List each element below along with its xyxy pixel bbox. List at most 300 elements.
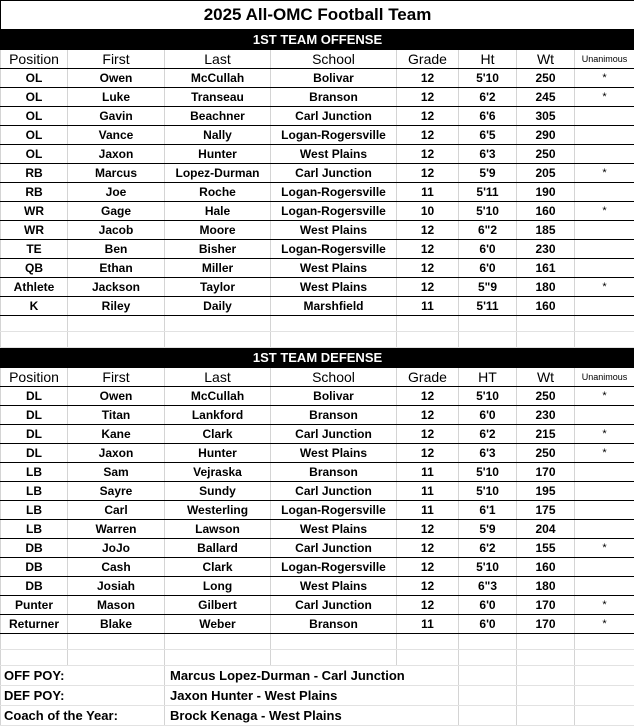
table-cell[interactable] [575, 577, 634, 596]
table-cell[interactable]: Westerling [165, 501, 271, 520]
empty-cell[interactable] [517, 666, 575, 686]
table-cell[interactable]: 170 [517, 463, 575, 482]
table-cell[interactable]: 5'9 [459, 520, 517, 539]
table-cell[interactable]: JoJo [68, 539, 165, 558]
page-title[interactable]: 2025 All-OMC Football Team [1, 1, 634, 30]
table-cell[interactable]: 11 [397, 463, 459, 482]
table-cell[interactable]: 6'0 [459, 406, 517, 425]
empty-cell[interactable] [271, 634, 397, 650]
award-value[interactable]: Marcus Lopez-Durman - Carl Junction [165, 666, 459, 686]
table-cell[interactable]: Owen [68, 387, 165, 406]
table-cell[interactable]: 11 [397, 183, 459, 202]
empty-cell[interactable] [68, 332, 165, 348]
table-cell[interactable]: 6'2 [459, 88, 517, 107]
empty-row [1, 634, 634, 650]
table-cell[interactable]: Hale [165, 202, 271, 221]
table-row [1, 406, 634, 425]
table-row [1, 240, 634, 259]
table-cell[interactable]: 180 [517, 577, 575, 596]
table-cell[interactable]: 161 [517, 259, 575, 278]
table-cell[interactable]: 11 [397, 297, 459, 316]
table-cell[interactable]: Logan-Rogersville [271, 183, 397, 202]
table-cell[interactable]: Branson [271, 88, 397, 107]
column-header[interactable]: Grade [397, 50, 459, 69]
table-cell[interactable] [575, 183, 634, 202]
table-cell[interactable]: 6'0 [459, 259, 517, 278]
empty-cell[interactable] [459, 666, 517, 686]
table-cell[interactable] [575, 297, 634, 316]
table-cell[interactable]: 12 [397, 558, 459, 577]
table-cell[interactable] [575, 520, 634, 539]
table-cell[interactable]: 305 [517, 107, 575, 126]
table-cell[interactable]: West Plains [271, 221, 397, 240]
empty-cell[interactable] [459, 706, 517, 726]
table-cell[interactable]: Clark [165, 425, 271, 444]
table-cell[interactable]: McCullah [165, 387, 271, 406]
table-cell[interactable]: Warren [68, 520, 165, 539]
empty-cell[interactable] [68, 316, 165, 332]
table-cell[interactable]: Ben [68, 240, 165, 259]
empty-cell[interactable] [517, 706, 575, 726]
defense-header-row [1, 368, 634, 387]
table-cell[interactable]: Lawson [165, 520, 271, 539]
table-cell[interactable]: OL [1, 126, 68, 145]
table-cell[interactable]: LB [1, 520, 68, 539]
table-row [1, 69, 634, 88]
table-cell[interactable]: 12 [397, 577, 459, 596]
empty-cell[interactable] [517, 332, 575, 348]
table-cell[interactable]: Bolivar [271, 387, 397, 406]
table-cell[interactable]: 12 [397, 240, 459, 259]
empty-cell[interactable] [271, 332, 397, 348]
table-cell[interactable]: 12 [397, 164, 459, 183]
table-cell[interactable]: Mason [68, 596, 165, 615]
award-label[interactable]: Coach of the Year: [1, 706, 165, 726]
table-cell[interactable]: Marshfield [271, 297, 397, 316]
empty-cell[interactable] [165, 316, 271, 332]
table-cell[interactable] [575, 406, 634, 425]
table-cell[interactable]: Carl Junction [271, 596, 397, 615]
table-cell[interactable]: 11 [397, 501, 459, 520]
table-cell[interactable]: 12 [397, 145, 459, 164]
empty-row [1, 316, 634, 332]
table-cell[interactable]: Vance [68, 126, 165, 145]
empty-cell[interactable] [1, 332, 68, 348]
table-cell[interactable]: * [575, 278, 634, 297]
empty-cell[interactable] [575, 666, 634, 686]
table-cell[interactable]: 6'5 [459, 126, 517, 145]
table-row [1, 463, 634, 482]
table-cell[interactable]: RB [1, 164, 68, 183]
table-cell[interactable]: Logan-Rogersville [271, 240, 397, 259]
table-cell[interactable]: 11 [397, 615, 459, 634]
table-row [1, 107, 634, 126]
table-cell[interactable]: Blake [68, 615, 165, 634]
defense-band-label[interactable]: 1ST TEAM DEFENSE [1, 348, 634, 368]
table-cell[interactable]: Joe [68, 183, 165, 202]
table-cell[interactable]: Carl Junction [271, 425, 397, 444]
table-cell[interactable]: 5'10 [459, 463, 517, 482]
table-cell[interactable]: 215 [517, 425, 575, 444]
table-cell[interactable]: 5'10 [459, 69, 517, 88]
table-cell[interactable]: DB [1, 539, 68, 558]
table-cell[interactable]: TE [1, 240, 68, 259]
table-cell[interactable]: DL [1, 425, 68, 444]
column-header[interactable]: First [68, 368, 165, 387]
table-cell[interactable]: Lopez-Durman [165, 164, 271, 183]
empty-cell[interactable] [517, 316, 575, 332]
column-header[interactable]: Wt [517, 50, 575, 69]
table-cell[interactable]: 204 [517, 520, 575, 539]
table-cell[interactable]: Jacob [68, 221, 165, 240]
table-cell[interactable]: 250 [517, 444, 575, 463]
table-cell[interactable]: 6'3 [459, 444, 517, 463]
table-cell[interactable]: Bolivar [271, 69, 397, 88]
empty-cell[interactable] [271, 316, 397, 332]
table-cell[interactable]: 6'2 [459, 425, 517, 444]
award-value[interactable]: Brock Kenaga - West Plains [165, 706, 459, 726]
table-row [1, 577, 634, 596]
table-cell[interactable]: Marcus [68, 164, 165, 183]
table-cell[interactable]: Logan-Rogersville [271, 501, 397, 520]
table-cell[interactable] [575, 482, 634, 501]
table-row [1, 596, 634, 615]
table-cell[interactable]: DL [1, 387, 68, 406]
table-row [1, 278, 634, 297]
table-cell[interactable]: Beachner [165, 107, 271, 126]
table-row [1, 558, 634, 577]
table-cell[interactable]: DB [1, 577, 68, 596]
table-cell[interactable]: 170 [517, 615, 575, 634]
empty-cell[interactable] [575, 686, 634, 706]
table-cell[interactable]: 6"2 [459, 221, 517, 240]
table-cell[interactable]: DB [1, 558, 68, 577]
table-cell[interactable]: 5'10 [459, 558, 517, 577]
column-header[interactable]: Unanimous [575, 50, 634, 69]
table-cell[interactable]: QB [1, 259, 68, 278]
table-cell[interactable] [575, 126, 634, 145]
table-cell[interactable]: Gavin [68, 107, 165, 126]
table-cell[interactable]: Branson [271, 615, 397, 634]
table-row [1, 615, 634, 634]
table-cell[interactable]: Vejraska [165, 463, 271, 482]
table-cell[interactable]: Sayre [68, 482, 165, 501]
table-cell[interactable]: Hunter [165, 444, 271, 463]
table-row [1, 145, 634, 164]
table-row [1, 482, 634, 501]
table-cell[interactable]: LB [1, 501, 68, 520]
table-cell[interactable]: * [575, 444, 634, 463]
empty-row [1, 332, 634, 348]
column-header[interactable]: Position [1, 50, 68, 69]
empty-cell[interactable] [575, 316, 634, 332]
table-cell[interactable] [575, 558, 634, 577]
empty-cell[interactable] [517, 686, 575, 706]
table-cell[interactable]: DL [1, 406, 68, 425]
column-header[interactable]: Ht [459, 50, 517, 69]
table-cell[interactable]: 11 [397, 482, 459, 501]
table-cell[interactable]: Owen [68, 69, 165, 88]
table-cell[interactable]: * [575, 425, 634, 444]
column-header[interactable]: Last [165, 368, 271, 387]
column-header[interactable]: Grade [397, 368, 459, 387]
column-header[interactable]: Wt [517, 368, 575, 387]
table-cell[interactable]: 290 [517, 126, 575, 145]
table-cell[interactable]: WR [1, 221, 68, 240]
table-cell[interactable]: * [575, 88, 634, 107]
table-cell[interactable]: Lankford [165, 406, 271, 425]
table-cell[interactable]: 5'10 [459, 202, 517, 221]
table-row [1, 387, 634, 406]
table-cell[interactable]: Carl Junction [271, 482, 397, 501]
table-cell[interactable] [575, 463, 634, 482]
award-value[interactable]: Jaxon Hunter - West Plains [165, 686, 459, 706]
empty-cell[interactable] [1, 316, 68, 332]
table-cell[interactable]: 12 [397, 126, 459, 145]
table-cell[interactable]: Clark [165, 558, 271, 577]
empty-cell[interactable] [575, 634, 634, 650]
table-cell[interactable]: Sam [68, 463, 165, 482]
empty-cell[interactable] [459, 316, 517, 332]
empty-cell[interactable] [397, 332, 459, 348]
empty-cell[interactable] [397, 634, 459, 650]
table-cell[interactable]: 5'11 [459, 297, 517, 316]
table-cell[interactable]: Logan-Rogersville [271, 558, 397, 577]
table-cell[interactable]: 12 [397, 259, 459, 278]
table-cell[interactable]: RB [1, 183, 68, 202]
table-cell[interactable]: Roche [165, 183, 271, 202]
empty-cell[interactable] [517, 634, 575, 650]
table-cell[interactable]: Ballard [165, 539, 271, 558]
table-cell[interactable]: Riley [68, 297, 165, 316]
empty-cell[interactable] [1, 650, 68, 666]
column-header[interactable]: Position [1, 368, 68, 387]
empty-cell[interactable] [575, 332, 634, 348]
table-cell[interactable]: 6'2 [459, 539, 517, 558]
table-cell[interactable]: Jaxon [68, 444, 165, 463]
column-header[interactable]: First [68, 50, 165, 69]
table-cell[interactable]: Jackson [68, 278, 165, 297]
empty-cell[interactable] [165, 650, 271, 666]
table-cell[interactable]: 230 [517, 406, 575, 425]
table-cell[interactable]: 185 [517, 221, 575, 240]
table-row [1, 444, 634, 463]
table-cell[interactable]: 6'0 [459, 596, 517, 615]
table-cell[interactable] [575, 107, 634, 126]
table-cell[interactable]: Jaxon [68, 145, 165, 164]
column-header[interactable]: Unanimous [575, 368, 634, 387]
table-cell[interactable]: LB [1, 482, 68, 501]
empty-cell[interactable] [271, 650, 397, 666]
table-cell[interactable]: Weber [165, 615, 271, 634]
table-cell[interactable]: 5'10 [459, 482, 517, 501]
table-cell[interactable]: Logan-Rogersville [271, 202, 397, 221]
empty-cell[interactable] [68, 634, 165, 650]
table-cell[interactable]: 5'10 [459, 387, 517, 406]
table-row [1, 259, 634, 278]
table-cell[interactable]: 180 [517, 278, 575, 297]
table-cell[interactable] [575, 145, 634, 164]
column-header[interactable]: School [271, 368, 397, 387]
table-cell[interactable]: West Plains [271, 145, 397, 164]
table-cell[interactable]: 12 [397, 520, 459, 539]
table-cell[interactable]: Taylor [165, 278, 271, 297]
table-cell[interactable] [575, 240, 634, 259]
table-cell[interactable]: Cash [68, 558, 165, 577]
table-cell[interactable]: DL [1, 444, 68, 463]
table-cell[interactable]: West Plains [271, 444, 397, 463]
table-cell[interactable]: Moore [165, 221, 271, 240]
table-cell[interactable]: West Plains [271, 520, 397, 539]
table-cell[interactable]: 6'1 [459, 501, 517, 520]
table-cell[interactable]: 12 [397, 278, 459, 297]
table-cell[interactable]: 6'6 [459, 107, 517, 126]
table-cell[interactable]: 12 [397, 88, 459, 107]
table-cell[interactable]: Miller [165, 259, 271, 278]
table-cell[interactable]: 6'3 [459, 145, 517, 164]
empty-cell[interactable] [165, 634, 271, 650]
table-cell[interactable]: Daily [165, 297, 271, 316]
table-cell[interactable]: OL [1, 107, 68, 126]
table-cell[interactable]: Kane [68, 425, 165, 444]
table-cell[interactable]: Hunter [165, 145, 271, 164]
table-cell[interactable]: 12 [397, 107, 459, 126]
table-cell[interactable]: 12 [397, 221, 459, 240]
table-cell[interactable]: 6"3 [459, 577, 517, 596]
table-cell[interactable]: 250 [517, 387, 575, 406]
table-cell[interactable]: WR [1, 202, 68, 221]
table-cell[interactable]: OL [1, 69, 68, 88]
table-cell[interactable]: LB [1, 463, 68, 482]
column-header[interactable]: HT [459, 368, 517, 387]
table-cell[interactable] [575, 259, 634, 278]
table-cell[interactable]: Athlete [1, 278, 68, 297]
table-cell[interactable]: West Plains [271, 577, 397, 596]
table-cell[interactable]: 5'11 [459, 183, 517, 202]
empty-cell[interactable] [459, 332, 517, 348]
table-cell[interactable]: Josiah [68, 577, 165, 596]
table-cell[interactable]: Bisher [165, 240, 271, 259]
table-cell[interactable]: 6'0 [459, 615, 517, 634]
table-cell[interactable]: Returner [1, 615, 68, 634]
table-cell[interactable]: 160 [517, 558, 575, 577]
table-cell[interactable]: Carl Junction [271, 539, 397, 558]
table-cell[interactable]: * [575, 69, 634, 88]
table-cell[interactable]: * [575, 387, 634, 406]
empty-cell[interactable] [575, 706, 634, 726]
table-cell[interactable]: 12 [397, 425, 459, 444]
table-cell[interactable]: * [575, 615, 634, 634]
table-cell[interactable]: West Plains [271, 278, 397, 297]
table-cell[interactable]: Transeau [165, 88, 271, 107]
table-cell[interactable]: Carl [68, 501, 165, 520]
table-row [1, 221, 634, 240]
table-cell[interactable]: Branson [271, 463, 397, 482]
table-cell[interactable]: 170 [517, 596, 575, 615]
table-cell[interactable]: 230 [517, 240, 575, 259]
table-cell[interactable]: OL [1, 145, 68, 164]
table-cell[interactable]: 5"9 [459, 278, 517, 297]
table-cell[interactable]: 245 [517, 88, 575, 107]
table-row [1, 164, 634, 183]
table-cell[interactable]: 205 [517, 164, 575, 183]
empty-cell[interactable] [165, 332, 271, 348]
table-cell[interactable]: 195 [517, 482, 575, 501]
table-cell[interactable]: West Plains [271, 259, 397, 278]
table-cell[interactable] [575, 501, 634, 520]
empty-cell[interactable] [459, 634, 517, 650]
table-cell[interactable]: 6'0 [459, 240, 517, 259]
table-cell[interactable]: Carl Junction [271, 164, 397, 183]
table-cell[interactable]: 155 [517, 539, 575, 558]
table-row [1, 539, 634, 558]
table-cell[interactable]: K [1, 297, 68, 316]
table-cell[interactable]: 12 [397, 539, 459, 558]
empty-cell[interactable] [517, 650, 575, 666]
table-cell[interactable]: 5'9 [459, 164, 517, 183]
table-cell[interactable]: 12 [397, 406, 459, 425]
table-cell[interactable]: Ethan [68, 259, 165, 278]
award-label[interactable]: OFF POY: [1, 666, 165, 686]
table-row [1, 126, 634, 145]
empty-cell[interactable] [459, 686, 517, 706]
table-cell[interactable]: 190 [517, 183, 575, 202]
empty-cell[interactable] [575, 650, 634, 666]
table-cell[interactable]: Long [165, 577, 271, 596]
table-cell[interactable]: Branson [271, 406, 397, 425]
table-cell[interactable]: Titan [68, 406, 165, 425]
table-cell[interactable]: Gage [68, 202, 165, 221]
offense-header-row [1, 50, 634, 69]
table-cell[interactable]: Nally [165, 126, 271, 145]
empty-cell[interactable] [68, 650, 165, 666]
table-cell[interactable]: Luke [68, 88, 165, 107]
table-cell[interactable]: 12 [397, 444, 459, 463]
empty-cell[interactable] [1, 634, 68, 650]
table-cell[interactable]: * [575, 596, 634, 615]
award-label[interactable]: DEF POY: [1, 686, 165, 706]
table-cell[interactable]: 12 [397, 596, 459, 615]
table-cell[interactable]: 12 [397, 387, 459, 406]
empty-cell[interactable] [459, 650, 517, 666]
table-row [1, 202, 634, 221]
column-header[interactable]: Last [165, 50, 271, 69]
column-header[interactable]: School [271, 50, 397, 69]
table-cell[interactable]: 250 [517, 145, 575, 164]
table-cell[interactable]: Logan-Rogersville [271, 126, 397, 145]
table-cell[interactable]: 160 [517, 297, 575, 316]
table-cell[interactable]: 160 [517, 202, 575, 221]
offense-band-label[interactable]: 1ST TEAM OFFENSE [1, 30, 634, 50]
table-cell[interactable]: 175 [517, 501, 575, 520]
table-cell[interactable]: 10 [397, 202, 459, 221]
table-cell[interactable]: * [575, 539, 634, 558]
empty-cell[interactable] [397, 650, 459, 666]
table-cell[interactable] [575, 221, 634, 240]
table-cell[interactable]: 12 [397, 69, 459, 88]
table-cell[interactable]: Gilbert [165, 596, 271, 615]
table-cell[interactable]: McCullah [165, 69, 271, 88]
table-cell[interactable]: * [575, 164, 634, 183]
table-cell[interactable]: * [575, 202, 634, 221]
table-cell[interactable]: Sundy [165, 482, 271, 501]
table-cell[interactable]: Punter [1, 596, 68, 615]
table-cell[interactable]: OL [1, 88, 68, 107]
table-cell[interactable]: Carl Junction [271, 107, 397, 126]
empty-cell[interactable] [397, 316, 459, 332]
table-cell[interactable]: 250 [517, 69, 575, 88]
award-row [1, 706, 634, 726]
